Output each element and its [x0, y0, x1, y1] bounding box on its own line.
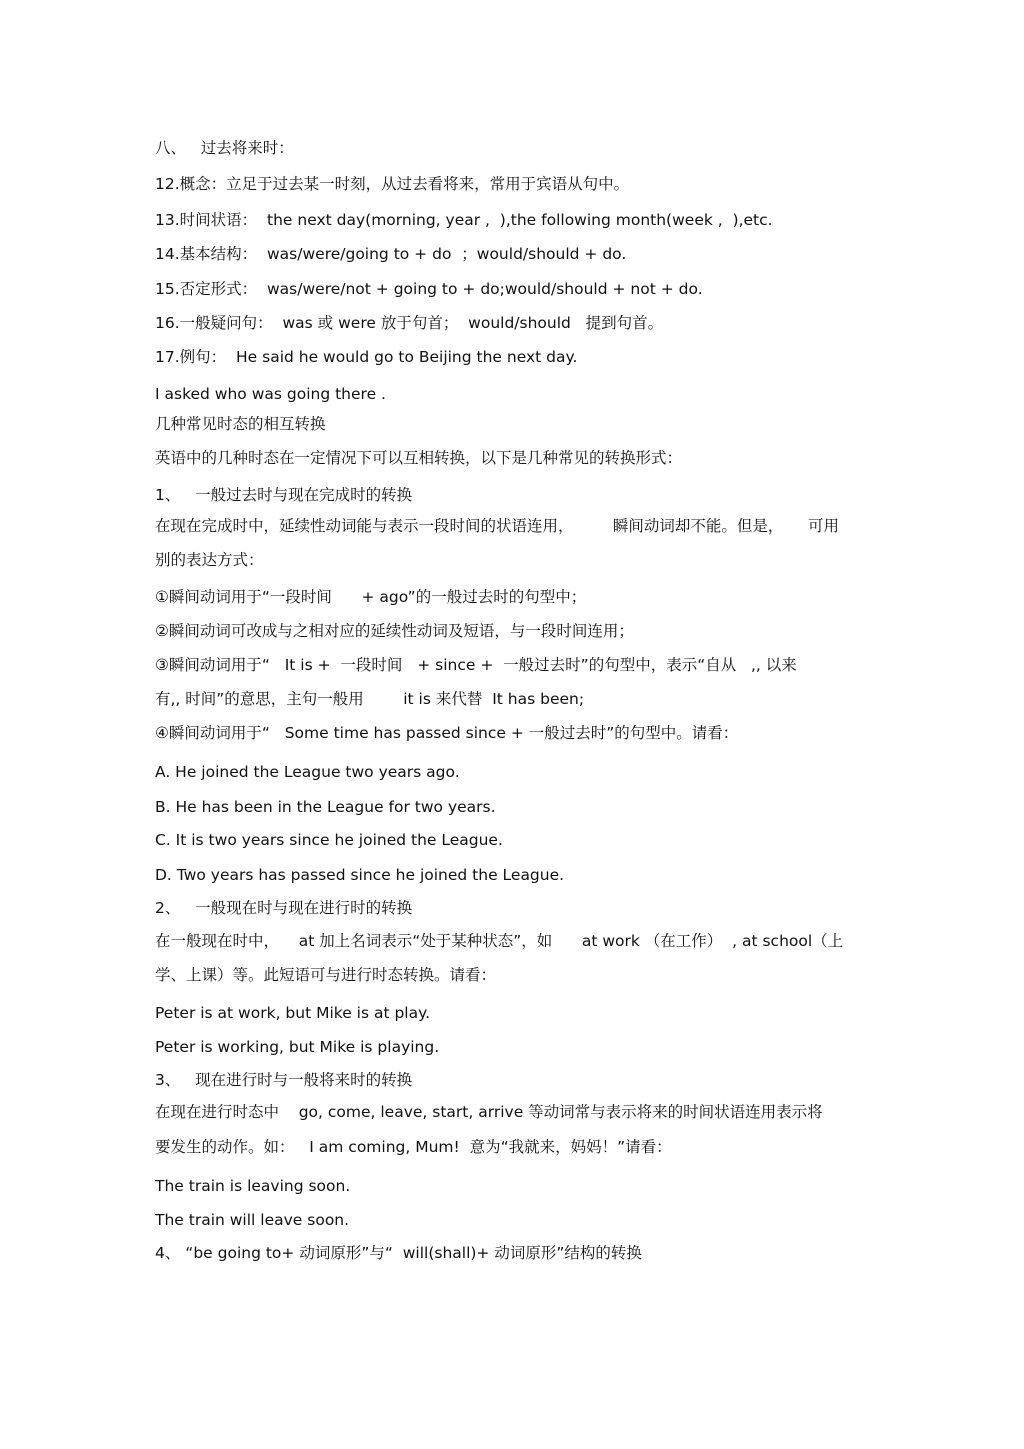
text-line: 有,, 时间”的意思，主句一般用 it is 来代替 It has been;	[155, 690, 585, 708]
text-line: 在现在进行时态中 go, come, leave, start, arrive 等动词常与表示将来的时间状语连用表示将	[155, 1103, 823, 1121]
example-line: B. He has been in the League for two years.	[155, 798, 496, 816]
example-line: C. It is two years since he joined the League.	[155, 831, 503, 849]
example-line: The train is leaving soon.	[155, 1177, 351, 1195]
section-heading: 几种常见时态的相互转换	[155, 415, 326, 433]
text-line: 学、上课）等。此短语可与进行时态转换。请看：	[155, 966, 497, 984]
text-line: 12.概念：立足于过去某一时刻，从过去看将来，常用于宾语从句中。	[155, 175, 630, 193]
text-line: 16.一般疑问句： was 或 were 放于句首； would/should 提到句首。	[155, 314, 664, 332]
text-line: 别的表达方式：	[155, 551, 264, 569]
example-line: The train will leave soon.	[155, 1211, 350, 1229]
section-heading: 2、 一般现在时与现在进行时的转换	[155, 899, 413, 917]
section-heading: 八、 过去将来时：	[155, 139, 294, 157]
text-line: 14.基本结构： was/were/going to + do ；would/should + do.	[155, 245, 627, 263]
text-line: ②瞬间动词可改成与之相对应的延续性动词及短语，与一段时间连用；	[155, 622, 634, 640]
text-line: 在现在完成时中，延续性动词能与表示一段时间的状语连用， 瞬间动词却不能。但是， 可用	[155, 517, 840, 535]
section-heading: 3、 现在进行时与一般将来时的转换	[155, 1071, 413, 1089]
text-line: 在一般现在时中， at 加上名词表示“处于某种状态”，如 at work （在工作） , at school（上	[155, 932, 844, 950]
example-line: D. Two years has passed since he joined the League.	[155, 866, 565, 884]
section-heading: 4、 “be going to+ 动词原形”与“ will(shall)+ 动词原形”结构的转换	[155, 1244, 642, 1262]
text-line: 15.否定形式： was/were/not + going to + do;would/should + not + do.	[155, 280, 703, 298]
text-line: 13.时间状语： the next day(morning, year , ),the following month(week , ),etc.	[155, 211, 773, 229]
section-heading: 1、 一般过去时与现在完成时的转换	[155, 486, 413, 504]
text-line: ④瞬间动词用于“ Some time has passed since + 一般过去时”的句型中。请看：	[155, 724, 739, 742]
text-line: 英语中的几种时态在一定情况下可以互相转换，以下是几种常见的转换形式：	[155, 449, 683, 467]
text-line: 17.例句： He said he would go to Beijing the next day.	[155, 348, 578, 366]
text-line: ③瞬间动词用于“ It is + 一段时间 + since + 一般过去时”的句型中，表示“自从 ,, 以来	[155, 656, 797, 674]
text-line: ①瞬间动词用于“一段时间 + ago”的一般过去时的句型中；	[155, 588, 587, 606]
example-line: A. He joined the League two years ago.	[155, 763, 460, 781]
text-line: I asked who was going there .	[155, 385, 386, 403]
text-line: 要发生的动作。如： I am coming, Mum! 意为“我就来，妈妈！”请看：	[155, 1138, 672, 1156]
example-line: Peter is working, but Mike is playing.	[155, 1038, 440, 1056]
example-line: Peter is at work, but Mike is at play.	[155, 1004, 430, 1022]
